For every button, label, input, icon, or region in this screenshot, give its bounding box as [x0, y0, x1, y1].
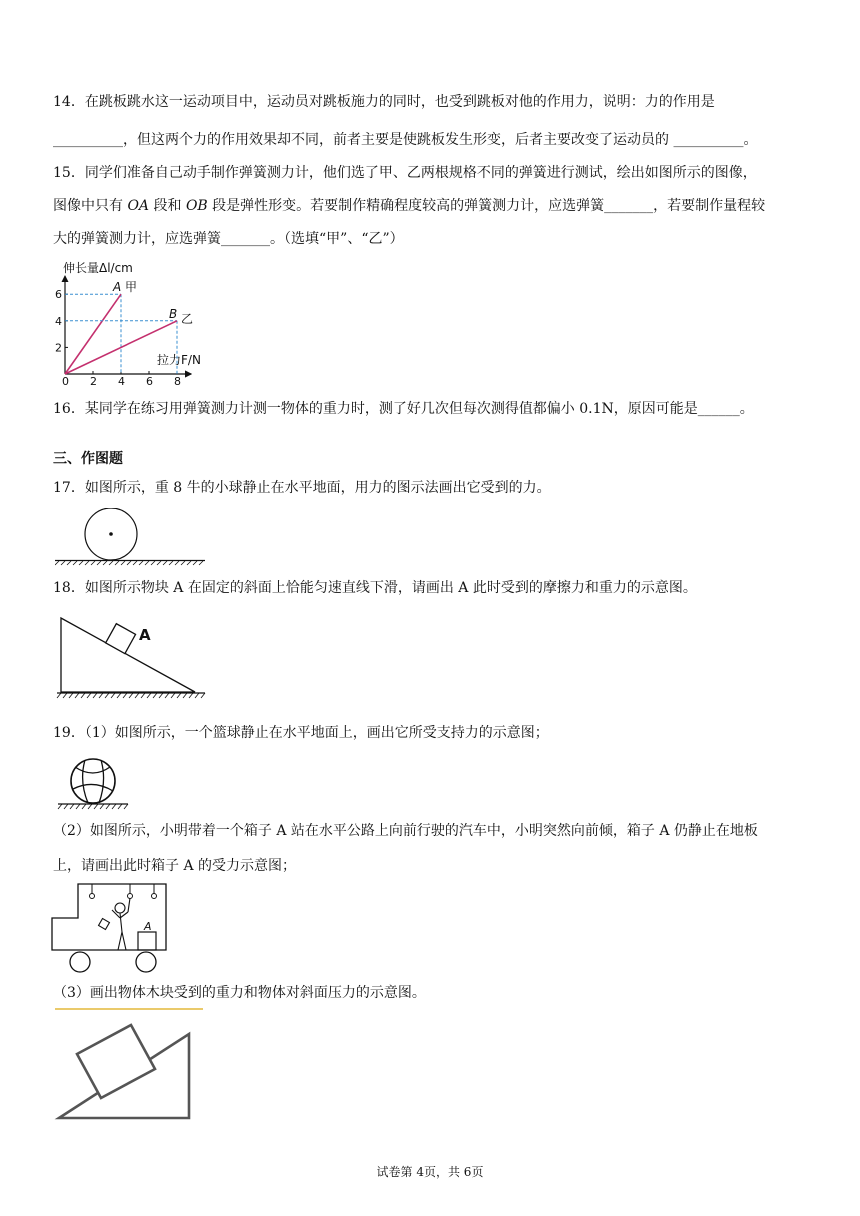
ball-center-dot: [109, 532, 113, 536]
q15-line2-b: 段和: [149, 198, 186, 214]
wooden-block: [77, 1025, 155, 1098]
basketball-outline: [71, 759, 115, 803]
y-axis-title: 伸长量Δl/cm: [63, 261, 133, 275]
q16-text: 16．某同学在练习用弹簧测力计测一物体的重力时，测了好几次但每次测得值都偏小 0.1N，原因可能是______。: [53, 401, 754, 417]
q18-text: 18．如图所示物块 A 在固定的斜面上恰能匀速直线下滑，请画出 A 此时受到的摩擦力和重力的示意图。: [53, 580, 697, 596]
bus-wheel-rear: [136, 952, 156, 972]
bus-body: [52, 884, 166, 950]
y-tick-label: 2: [55, 341, 62, 355]
block-a-label: A: [139, 626, 151, 644]
section-title: 三、作图题: [53, 451, 123, 467]
x-axis-title: 拉力F/N: [157, 353, 201, 367]
x-tick-label: 2: [90, 375, 97, 386]
x-tick-label: 6: [146, 375, 153, 386]
point-label: A: [113, 280, 122, 295]
q15-line2: [53, 196, 765, 216]
q15-line2-a: 图像中只有: [53, 198, 128, 214]
point-label: B: [169, 306, 178, 321]
q15-line3: 大的弹簧测力计，应选弹簧_______。（选填“甲”、“乙”）: [53, 231, 404, 247]
wooden-block-incline-figure: [53, 1007, 205, 1122]
ground-hatch: [58, 804, 128, 809]
person-xiaoming: [99, 898, 130, 950]
basketball-seams: [73, 760, 113, 803]
bus-figure: [50, 882, 170, 974]
series-label: 乙: [181, 311, 194, 326]
page-footer: 试卷第 4页，共 6页: [376, 1165, 484, 1179]
q19-part2-line1: （2）如图所示，小明带着一个箱子 A 站在水平公路上向前行驶的汽车中，小明突然向前倾，箱子 A 仍静止在地板: [53, 823, 758, 839]
q19-part3: （3）画出物体木块受到的重力和物体对斜面压力的示意图。: [53, 985, 426, 1001]
spring-extension-chart: [40, 258, 260, 386]
q14-line1: 14．在跳板跳水这一运动项目中，运动员对跳板施力的同时，也受到跳板对他的作用力，说明：力的作用是: [53, 94, 715, 110]
q19-part1: 19．（1）如图所示，一个篮球静止在水平地面上，画出它所受支持力的示意图；: [53, 725, 549, 741]
incline-block-figure: [55, 612, 207, 700]
box-a: [138, 932, 156, 950]
y-tick-label: 4: [55, 314, 62, 328]
y-tick-label: 6: [55, 288, 62, 302]
bus-handles: [90, 884, 157, 899]
x-tick-label: 8: [174, 375, 181, 386]
q15-line1: 15．同学们准备自己动手制作弹簧测力计，他们选了甲、乙两根规格不同的弹簧进行测试，绘出如图所示的图像，: [53, 165, 757, 181]
q14-line2: __________，但这两个力的作用效果却不同，前者主要是使跳板发生形变，后者主要改变了运动员的 __________。: [53, 132, 758, 148]
x-tick-label: 0: [62, 375, 69, 386]
ball-on-ground-figure: [55, 508, 205, 566]
q19-part2-line2: 上，请画出此时箱子 A 的受力示意图；: [53, 858, 297, 874]
box-a-label: A: [144, 920, 152, 933]
segment-oa: OA: [127, 198, 150, 214]
block-a: [106, 624, 136, 654]
q17-text: 17．如图所示，重 8 牛的小球静止在水平地面，用力的图示法画出它受到的力。: [53, 480, 551, 496]
series-line: [65, 294, 121, 374]
series-label: 甲: [125, 280, 138, 295]
bus-wheel-front: [70, 952, 90, 972]
incline-triangle: [61, 618, 195, 692]
segment-ob: OB: [185, 198, 208, 214]
ground-hatch: [57, 693, 205, 698]
ground-hatch: [55, 561, 203, 565]
basketball-figure: [55, 757, 130, 811]
x-tick-label: 4: [118, 375, 125, 386]
q15-line2-c: 段是弹性形变。若要制作精确程度较高的弹簧测力计，应选弹簧_______，若要制作量程较: [207, 198, 766, 214]
